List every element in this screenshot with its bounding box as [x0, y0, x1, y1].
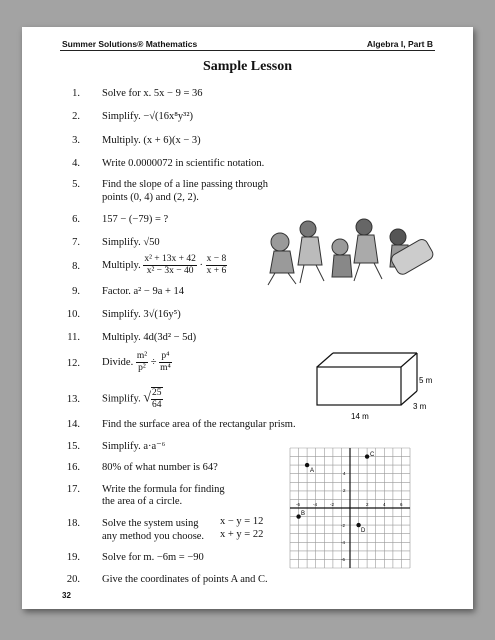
rectangular-prism-diagram — [307, 349, 442, 431]
svg-text:-4: -4 — [341, 540, 346, 545]
svg-text:2: 2 — [366, 502, 369, 507]
svg-text:6: 6 — [400, 502, 403, 507]
svg-text:-6: -6 — [341, 557, 346, 562]
label-a: A — [310, 468, 315, 474]
svg-text:-6: -6 — [296, 502, 301, 507]
prism-length-label: 14 m — [351, 412, 369, 421]
prism-height-label: 5 m — [419, 376, 433, 385]
lesson-title: Sample Lesson — [202, 59, 293, 74]
book-part: Algebra I, Part B — [366, 39, 433, 49]
worksheet-page: Summer Solutions® Mathematics Algebra I, Part B Sample Lesson 1. Solve for x. 5x − 9 = 36 2. Simplify. −√(16x⁸y³²) 3. Multiply. (x + 6)(x − 3) 4. Write 0.0000072 in scientific notation. 5. Find the slope of a line passing through points (0, 4) and (2, 2). 6. 157 − (−79) = ? 7. Simplify. √50 8. Multiply. $\frac{\text{x² + 13x + 42}}{\text{x² − 3x − 40}}$ · $\frac{x - 8}{x + 6}$ 9. Factor. a² − 9a + 14 10. Simplify. 3√(16y⁵) 11. Multiply. 4d(3d² − 5d) 12. Divide. $\frac{\text{m²}}{\text{p²}}$ ÷ $\frac{\text{p⁴}}{\text{m⁴}}$ 13. Simplify. √ $\frac{25}{64}$ 14. Find the surface area of the rectangular prism. 15. Simplify. a·a⁻⁶ 16. 80% of what number is 64? 17. Write the formula for finding the area of a circle. 18. Solve the system using x − y = 12 x + y = 22 any method you choose. 19. Solve for m. −6m = −90 20. Give the coordinates of points A and C. 5 m 14 m 3 m A B C D -6 -4 -2 2 4 6 4 2 -2 -4 -6 32 — [22, 27, 473, 609]
svg-text:4: 4 — [343, 471, 346, 476]
label-d: D — [361, 528, 366, 534]
header-divider — [60, 50, 435, 51]
equation-system: x − y = 12 x + y = 22 — [220, 516, 264, 540]
fraction-25-64: $\frac{25}{64}$ — [152, 388, 162, 410]
fraction-1: $\frac{\text{x² + 13x + 42}}{\text{x² − 3x − 40}}$ — [144, 254, 196, 276]
page-header — [22, 27, 473, 55]
point-c — [365, 454, 369, 458]
prism-depth-label: 3 m — [413, 402, 427, 411]
fraction-2: $\frac{x - 8}{x + 6}$ — [206, 254, 227, 276]
page-number: 32 — [62, 591, 71, 600]
label-b: B — [301, 511, 306, 517]
svg-text:4: 4 — [383, 502, 386, 507]
svg-text:-2: -2 — [341, 523, 346, 528]
svg-text:2: 2 — [343, 488, 346, 493]
svg-text:-4: -4 — [313, 502, 318, 507]
svg-text:-2: -2 — [330, 502, 335, 507]
running-kids-illustration — [260, 207, 435, 287]
fraction-p4-m4: $\frac{\text{p⁴}}{\text{m⁴}}$ — [160, 351, 171, 373]
fraction-m2-p2: $\frac{\text{m²}}{\text{p²}}$ — [136, 351, 148, 373]
coordinate-grid — [290, 448, 410, 570]
point-a — [305, 463, 309, 467]
point-d — [356, 523, 360, 527]
label-c: C — [370, 452, 375, 458]
book-title: Summer Solutions® Mathematics — [62, 39, 198, 49]
